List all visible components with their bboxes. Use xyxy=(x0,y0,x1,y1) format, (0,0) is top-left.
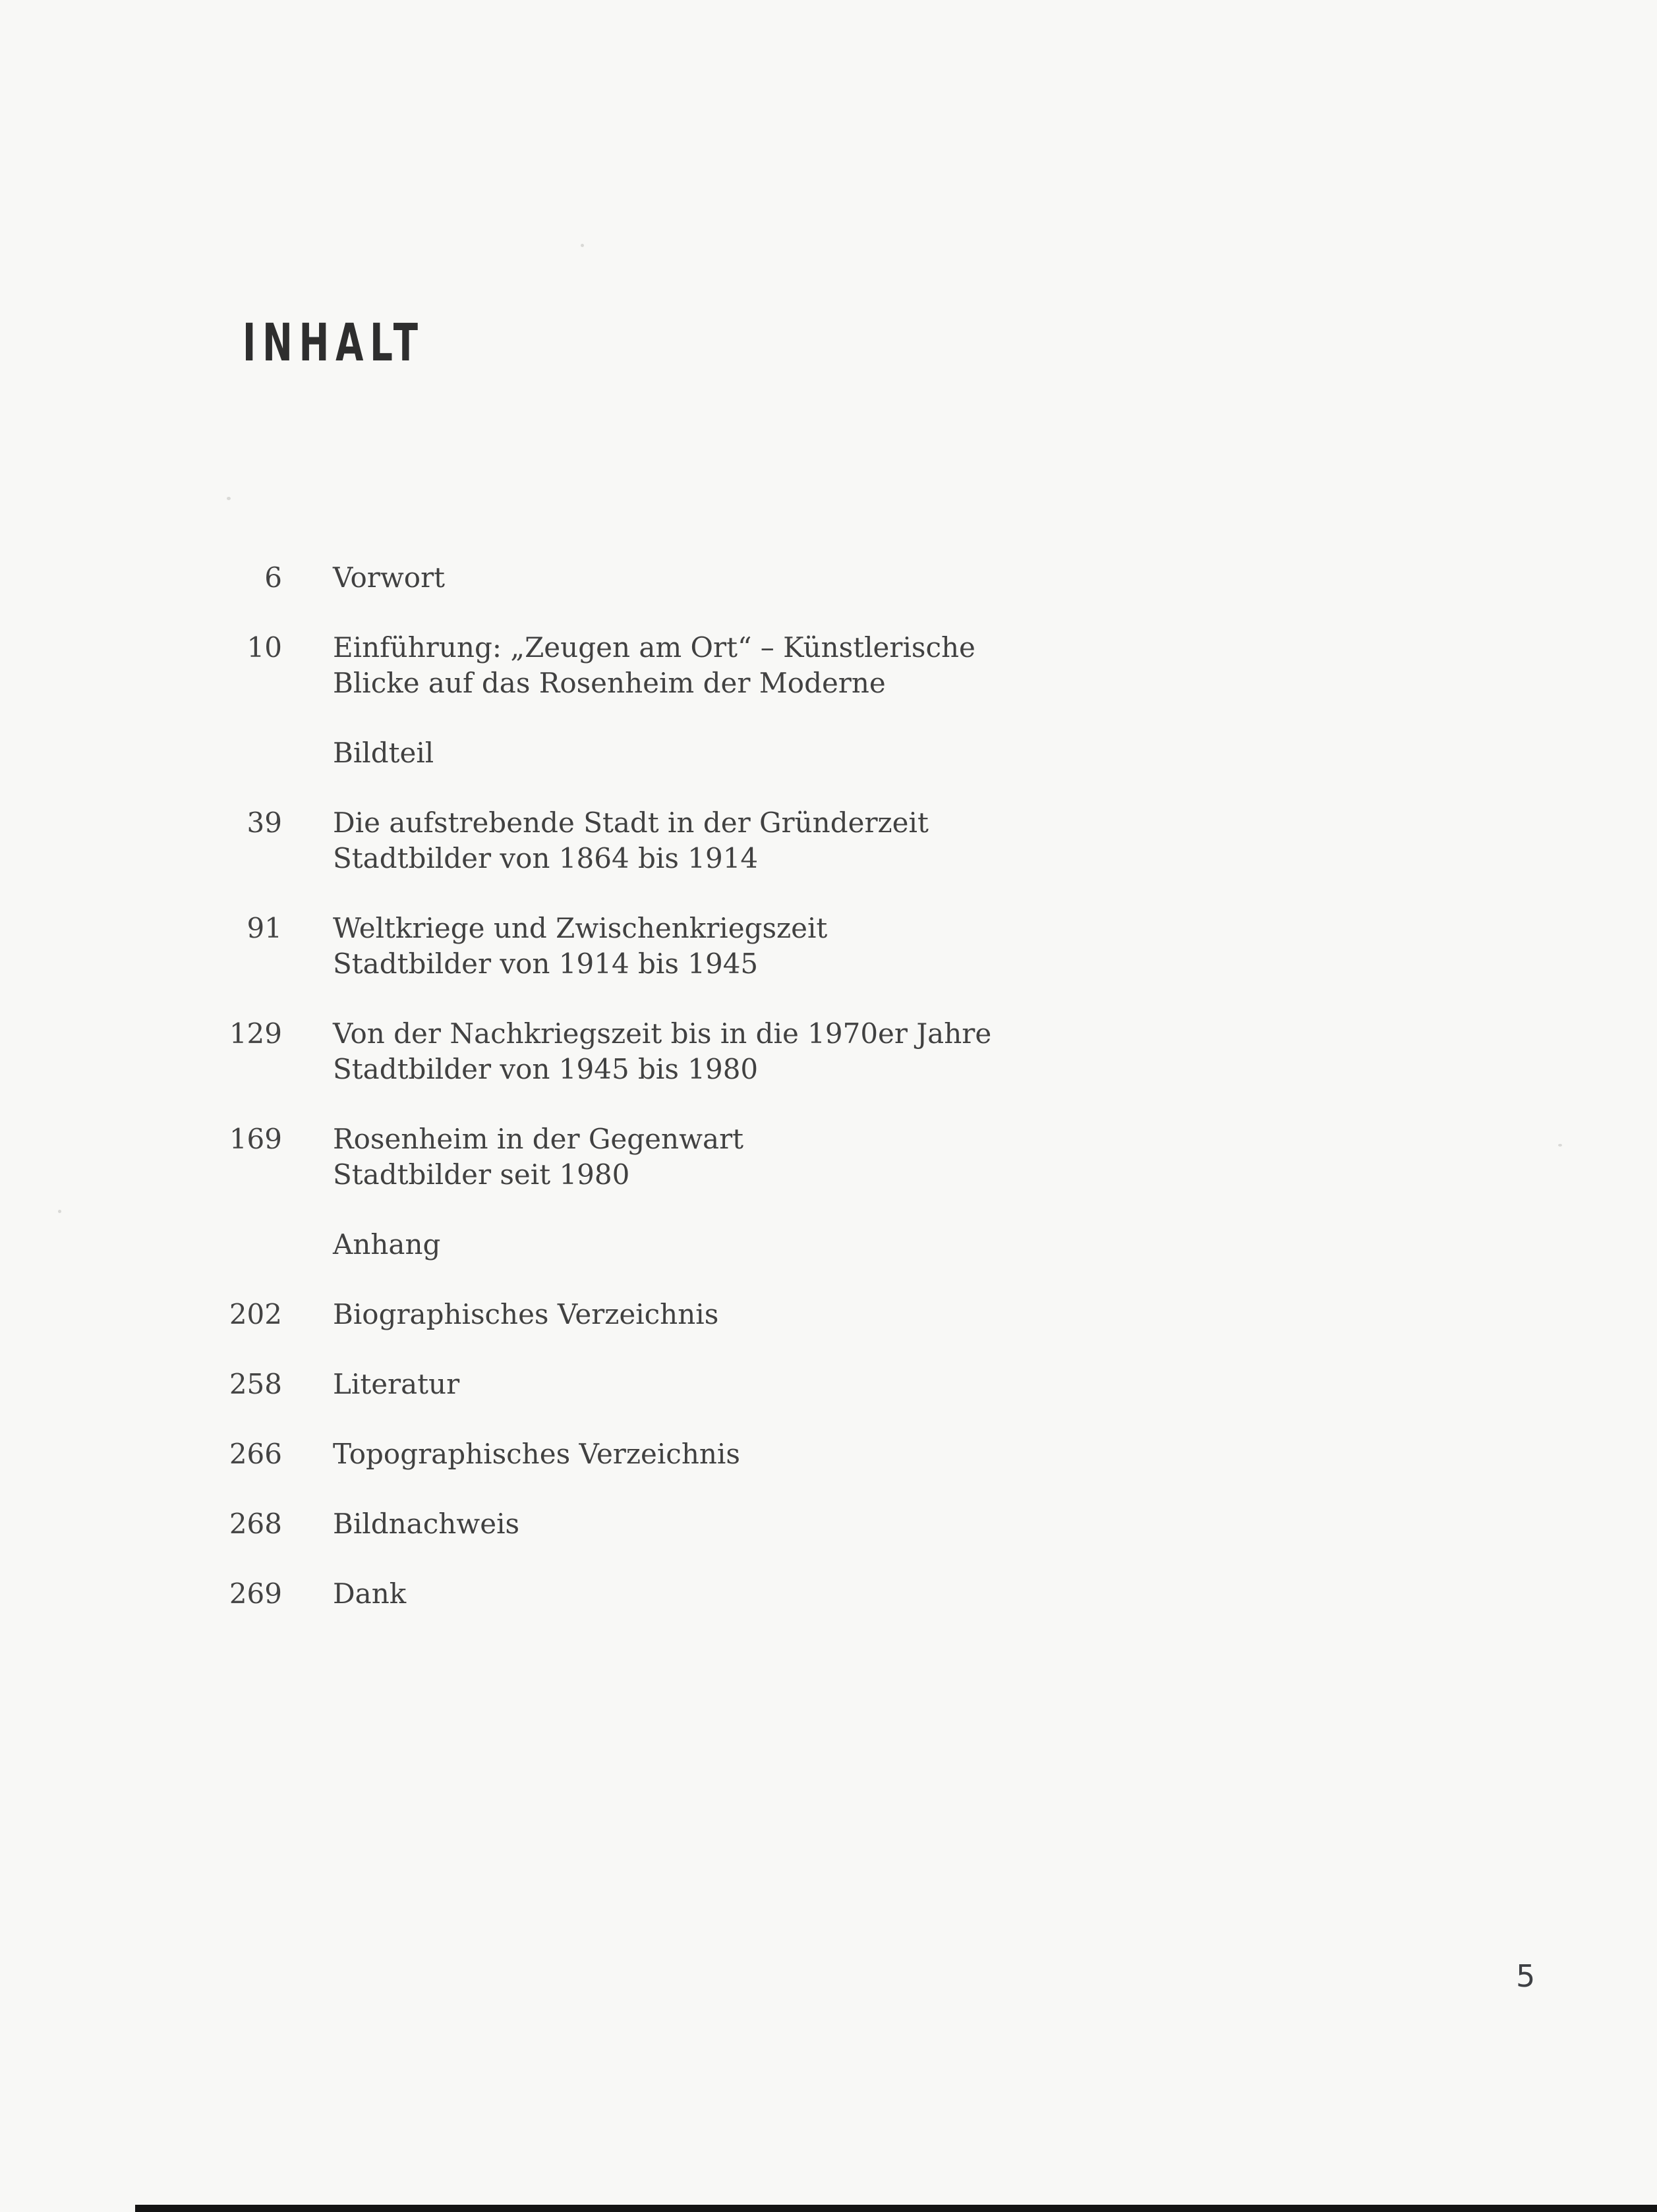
page-number: 5 xyxy=(1516,1958,1536,1994)
toc-entry-page-number: 10 xyxy=(247,631,282,664)
toc-entry-title xyxy=(333,1016,991,1087)
toc-entry-title xyxy=(333,1506,519,1542)
toc-entry-title xyxy=(333,735,434,771)
toc-entry-page-number: 6 xyxy=(264,561,282,594)
scan-edge-bar xyxy=(135,2205,1657,2212)
toc-entry xyxy=(223,1436,1211,1472)
toc-entry-title-line: Rosenheim in der Gegenwart xyxy=(333,1123,744,1155)
toc-entry-title-line: Von der Nachkriegszeit bis in die 1970er Jahre xyxy=(333,1017,992,1050)
toc-entry-title-line: Stadtbilder seit 1980 xyxy=(333,1158,630,1191)
toc-entry xyxy=(223,630,1211,701)
toc-entry-title-line: Stadtbilder von 1914 bis 1945 xyxy=(333,948,759,980)
toc-entry xyxy=(223,1576,1211,1612)
toc-entry-title xyxy=(333,1576,406,1612)
table-of-contents xyxy=(223,560,1211,1646)
toc-entry-title xyxy=(333,1436,740,1472)
toc-entry-page-number: 268 xyxy=(229,1508,282,1540)
toc-entry-title xyxy=(333,805,929,876)
toc-entry xyxy=(223,1506,1211,1542)
scan-speck xyxy=(1558,1144,1562,1147)
toc-entry xyxy=(223,1016,1211,1087)
toc-entry xyxy=(223,1121,1211,1193)
toc-entry xyxy=(223,1227,1211,1262)
scan-speck xyxy=(58,1210,61,1213)
toc-entry-title-line: Stadtbilder von 1945 bis 1980 xyxy=(333,1053,759,1085)
toc-entry-title-line: Anhang xyxy=(333,1228,441,1261)
toc-entry-title xyxy=(333,1297,718,1332)
toc-entry-title-line: Literatur xyxy=(333,1368,460,1400)
toc-entry-title-line: Einführung: „Zeugen am Ort“ – Künstlerische xyxy=(333,631,975,664)
toc-entry xyxy=(223,560,1211,596)
toc-entry-page-number: 129 xyxy=(229,1017,282,1050)
toc-entry-title-line: Topographisches Verzeichnis xyxy=(333,1438,740,1470)
toc-entry xyxy=(223,911,1211,982)
toc-entry-title-line: Weltkriege und Zwischenkriegszeit xyxy=(333,912,828,944)
toc-entry-page-number: 169 xyxy=(229,1123,282,1155)
toc-entry xyxy=(223,805,1211,876)
toc-entry-page-number: 258 xyxy=(229,1368,282,1400)
page-title: INHALT xyxy=(243,314,424,373)
toc-entry-title xyxy=(333,1367,459,1402)
toc-entry-title xyxy=(333,1121,743,1193)
toc-entry-title xyxy=(333,1227,440,1262)
toc-entry-title-line: Vorwort xyxy=(333,561,446,594)
toc-entry-page-number: 39 xyxy=(247,807,282,839)
toc-entry-page-number: 269 xyxy=(229,1577,282,1610)
toc-entry-title xyxy=(333,911,827,982)
toc-entry-title-line: Bildnachweis xyxy=(333,1508,520,1540)
toc-entry-page-number: 266 xyxy=(229,1438,282,1470)
toc-entry-title xyxy=(333,560,445,596)
toc-entry-page-number: 202 xyxy=(229,1298,282,1330)
toc-entry-title-line: Blicke auf das Rosenheim der Moderne xyxy=(333,667,886,699)
toc-entry xyxy=(223,1367,1211,1402)
toc-entry-page-number: 91 xyxy=(247,912,282,944)
toc-entry-title-line: Die aufstrebende Stadt in der Gründerzeit xyxy=(333,807,929,839)
scan-speck xyxy=(227,497,231,500)
toc-entry xyxy=(223,1297,1211,1332)
toc-entry-title-line: Dank xyxy=(333,1577,407,1610)
toc-entry xyxy=(223,735,1211,771)
toc-entry-title-line: Bildteil xyxy=(333,737,434,769)
toc-entry-title-line: Stadtbilder von 1864 bis 1914 xyxy=(333,842,759,874)
scan-speck xyxy=(581,244,584,247)
toc-entry-title xyxy=(333,630,975,701)
toc-entry-title-line: Biographisches Verzeichnis xyxy=(333,1298,719,1330)
